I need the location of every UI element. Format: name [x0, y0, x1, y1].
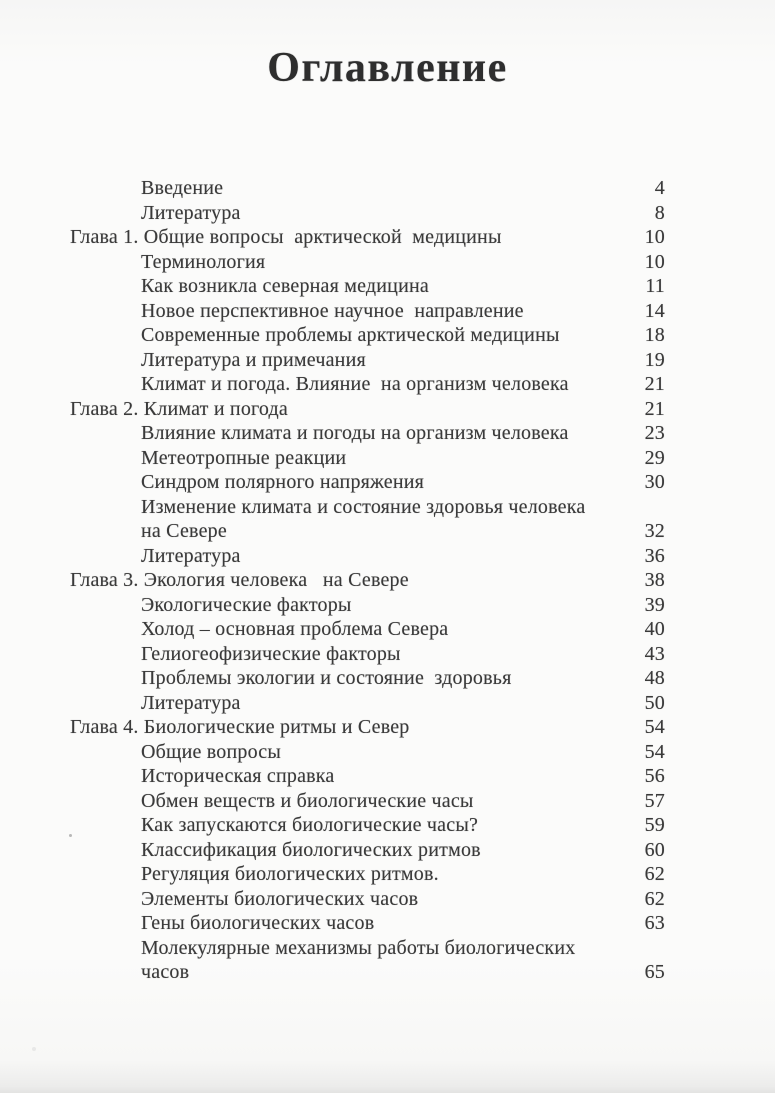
scan-speck: [69, 834, 72, 837]
toc-entry-page: 21: [644, 397, 665, 420]
toc-entry: [70, 911, 665, 936]
toc-entry-page: 29: [644, 446, 665, 469]
toc-entry-page: 65: [644, 961, 665, 983]
toc-entry-page: 4: [654, 177, 665, 199]
toc-entry-page: 14: [644, 299, 665, 322]
toc-entry: [70, 225, 665, 250]
toc-entry-page: 8: [654, 201, 665, 224]
toc-entry-page: 32: [644, 520, 665, 542]
toc-entry: [70, 470, 665, 495]
page-title: Оглавление: [267, 45, 508, 91]
toc-entry-title: Экологические факторы: [141, 593, 352, 616]
toc-entry-page: 39: [644, 593, 665, 616]
toc-entry-title: Новое перспективное научное направление: [141, 299, 524, 322]
toc-entry-page: 36: [644, 544, 665, 567]
toc-entry: [70, 617, 665, 642]
toc-entry-title: Литература и примечания: [141, 348, 366, 371]
toc-entry-page: 54: [644, 716, 665, 738]
toc-entry-title: Проблемы экологии и состояние здоровья: [141, 667, 512, 689]
toc-entry-title: Метеотропные реакции: [141, 446, 347, 469]
toc-entry-page: 23: [644, 422, 665, 444]
toc-entry-page: 11: [645, 275, 665, 297]
toc-entry-page: 50: [644, 691, 665, 714]
toc-entry-page: 60: [644, 838, 665, 861]
toc-entry-page: 62: [644, 863, 665, 885]
toc-entry-title: Литература: [141, 544, 241, 567]
toc-entry: [70, 397, 665, 422]
toc-entry-title: Литература: [141, 201, 241, 224]
toc-entry: [70, 813, 665, 838]
table-of-contents: [70, 176, 665, 985]
toc-entry-page: 19: [644, 348, 665, 371]
toc-entry: [70, 299, 665, 324]
toc-entry-title: Как возникла северная медицина: [141, 275, 429, 297]
toc-entry: [70, 740, 665, 765]
toc-entry: [70, 372, 665, 397]
toc-entry: [70, 201, 665, 226]
toc-entry-page: 43: [644, 642, 665, 665]
toc-entry-title: Глава 4. Биологические ритмы и Север: [70, 716, 410, 738]
toc-entry: [70, 348, 665, 373]
toc-entry-title: Холод – основная проблема Севера: [141, 618, 449, 640]
toc-entry: [70, 789, 665, 814]
toc-entry-title: Молекулярные механизмы работы биологических: [141, 936, 576, 959]
toc-entry-title: Общие вопросы: [141, 740, 282, 763]
toc-entry: [70, 642, 665, 667]
toc-entry-title: Влияние климата и погоды на организм человека: [141, 422, 569, 444]
toc-entry: [70, 274, 665, 299]
toc-entry-title: Литература: [141, 691, 241, 714]
toc-entry: [70, 593, 665, 618]
toc-entry-page: 62: [644, 887, 665, 910]
toc-entry-title: Обмен веществ и биологические часы: [141, 789, 474, 812]
toc-entry-title: Элементы биологических часов: [141, 887, 419, 910]
toc-entry-title: Современные проблемы арктической медицины: [141, 324, 560, 346]
toc-entry: [70, 960, 665, 985]
toc-entry-title: часов: [141, 961, 190, 983]
toc-entry: [70, 544, 665, 569]
toc-entry: [70, 691, 665, 716]
toc-entry: [70, 250, 665, 275]
toc-entry: [70, 568, 665, 593]
toc-entry-page: 63: [644, 912, 665, 934]
toc-entry-title: Историческая справка: [141, 765, 335, 787]
toc-entry-title: Гены биологических часов: [141, 912, 375, 934]
toc-entry-title: Введение: [141, 177, 224, 199]
toc-entry: [70, 519, 665, 544]
toc-entry-title: Классификация биологических ритмов: [141, 838, 481, 861]
toc-entry-title: Климат и погода. Влияние на организм человека: [141, 373, 569, 395]
toc-entry-page: 48: [644, 667, 665, 689]
toc-entry-page: 18: [644, 324, 665, 346]
toc-entry: [70, 421, 665, 446]
toc-entry: [70, 764, 665, 789]
toc-entry-title: Глава 2. Климат и погода: [70, 397, 289, 420]
toc-entry-title: Изменение климата и состояние здоровья человека: [141, 495, 586, 518]
toc-entry-title: Регуляция биологических ритмов.: [141, 863, 439, 885]
toc-entry: [70, 838, 665, 863]
toc-entry-title: на Севере: [141, 520, 227, 542]
toc-entry-title: Терминология: [141, 250, 266, 273]
toc-entry: [70, 936, 665, 961]
toc-entry: [70, 446, 665, 471]
toc-entry-page: 38: [644, 569, 665, 591]
toc-entry-page: 10: [644, 226, 665, 248]
toc-entry: [70, 495, 665, 520]
toc-entry-page: 59: [644, 814, 665, 836]
toc-entry-page: 30: [644, 471, 665, 493]
toc-entry: [70, 176, 665, 201]
toc-entry-page: 40: [644, 618, 665, 640]
toc-entry-title: Глава 3. Экология человека на Севере: [70, 569, 409, 591]
toc-entry: [70, 715, 665, 740]
toc-entry-title: Глава 1. Общие вопросы арктической медицины: [70, 226, 502, 248]
toc-entry: [70, 887, 665, 912]
toc-entry-page: 10: [644, 250, 665, 273]
toc-entry-title: Гелиогеофизические факторы: [141, 642, 401, 665]
toc-entry: [70, 666, 665, 691]
toc-entry-page: 57: [644, 789, 665, 812]
toc-entry-page: 54: [644, 740, 665, 763]
toc-entry: [70, 862, 665, 887]
toc-entry-page: 21: [644, 373, 665, 395]
toc-entry-title: Синдром полярного напряжения: [141, 471, 425, 493]
toc-entry-page: 56: [644, 765, 665, 787]
scan-speck: [32, 1047, 36, 1051]
toc-entry: [70, 323, 665, 348]
toc-entry-title: Как запускаются биологические часы?: [141, 814, 479, 836]
